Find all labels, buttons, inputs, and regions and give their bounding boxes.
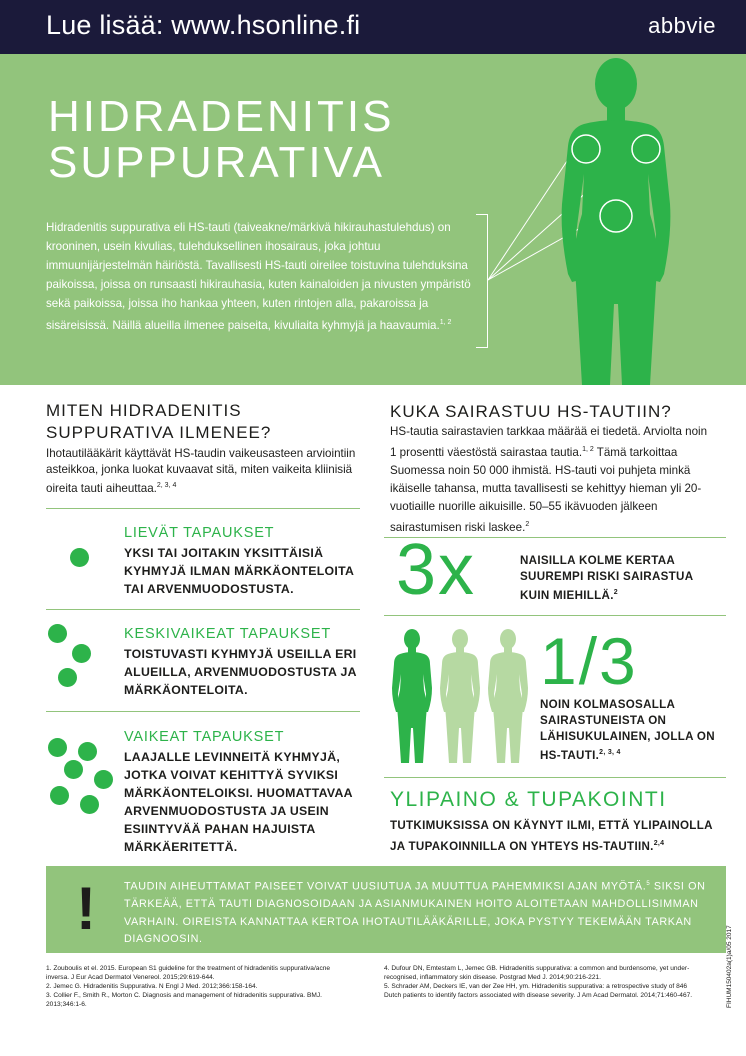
- reference-item: 4. Dufour DN, Emtestam L, Jemec GB. Hidradenitis suppurativa: a common and burdensome, yet under-recognised, inflammatory skin disease. Postgrad Med J. 2014;90:216-221.: [384, 965, 690, 981]
- title-line-2: SUPPURATIVA: [48, 138, 385, 187]
- who-gets-title: KUKA SAIRASTUU HS-TAUTIIN?: [390, 402, 672, 421]
- reference-item: 5. Schrader AM, Deckers IE, van der Zee HH, ym. Hidradenitis suppurativa: a retrospective study of 846 Dutch patients to identify factors associated with disease severity. J Am Acad Dermatol. 2014;71:460-467.: [384, 983, 693, 999]
- abbvie-logo: abbvie: [648, 13, 716, 38]
- reference-item: 2. Jemec G. Hidradenitis Suppurativa. N Engl J Med. 2012;366:158-164.: [46, 983, 258, 990]
- divider: [46, 508, 360, 509]
- women-risk-text: NAISILLA KOLME KERTAA SUUREMPI RISKI SAIRASTUA KUIN MIEHILLÄ.$^2$: [520, 554, 693, 602]
- people-figures-icon: [390, 628, 540, 768]
- divider: [46, 609, 360, 610]
- divider: [46, 711, 360, 712]
- mild-case-title: LIEVÄT TAPAUKSET: [124, 525, 275, 541]
- women-risk-stat: 3x: [396, 530, 477, 610]
- page-title: [48, 94, 394, 186]
- website-link[interactable]: Lue lisää: www.hsonline.fi: [46, 10, 361, 40]
- divider: [384, 777, 726, 778]
- hero-banner: [0, 54, 746, 385]
- reference-item: 1. Zouboulis et el. 2015. European S1 guideline for the treatment of hidradenitis suppurativa/acne inversa. J Eur Acad Dermatol Venereol. 2015;29:619-644.: [46, 965, 331, 981]
- title-line-1: HIDRADENITIS: [48, 92, 395, 141]
- risk-factors-text: TUTKIMUKSISSA ON KÄYNYT ILMI, ETTÄ YLIPAINOLLA JA TUPAKOINNILLA ON YHTEYS HS-TAUTIIN.$^{2,4}$: [390, 819, 713, 853]
- divider: [384, 615, 726, 616]
- intro-text: Hidradenitis suppurativa eli HS-tauti (taiveakne/märkivä hikirauhastulehdus) on krooninen, usein kivulias, tulehduksellinen ihosairaus, joka johtuu immuunijärjestelmän häiriöstä. Tavallisesti HS-tauti oireilee toistuvina tulehduksina paikoissa, joissa on runsaasti hikirauhasia, kuten kainaloiden ja nivusten ympäristö sekä paikoissa, joissa iho hankaa yhteen, kuten rintojen alla, pakaroissa ja sisäreisissä. Näillä alueilla ilmenee paiseita, kivuliaita kyhmyjä ja haavaumia.$^{1, 2}$: [46, 221, 471, 332]
- severity-section-title: MITEN HIDRADENITIS SUPPURATIVA ILMENEE?: [46, 401, 272, 442]
- mild-case-text: YKSI TAI JOITAKIN YKSITTÄISIÄ KYHMYJÄ ILMAN MÄRKÄONTELOITA TAI ARVENMUODOSTUSTA.: [124, 546, 354, 596]
- references-left: [46, 964, 346, 1009]
- exclamation-icon: !: [76, 875, 96, 942]
- document-code: FIHUM150402a(1)a/05 2017: [726, 925, 733, 1008]
- severity-intro-text: Ihotautilääkärit käyttävät HS-taudin vaikeusasteen arviointiin asteikkoa, jonka luokat kuvaavat sitä, miten vaikeita kliinisiä oireita tauti aiheuttaa.$^{2, 3, 4}$: [46, 447, 356, 495]
- reference-item: 3. Collier F., Smith R., Morton C. Diagnosis and management of hidradenitis suppurativa. BMJ. 2013;346:1-6.: [46, 992, 322, 1008]
- family-stat-text: NOIN KOLMASOSALLA SAIRASTUNEISTA ON LÄHISUKULAINEN, JOLLA ON HS-TAUTI.$^{2, 3, 4}$: [540, 698, 715, 762]
- female-body-figure-icon: [480, 54, 746, 385]
- risk-factors-title: YLIPAINO & TUPAKOINTI: [390, 788, 667, 811]
- severe-case-text: LAAJALLE LEVINNEITÄ KYHMYJÄ, JOTKA VOIVAT KEHITTYÄ SYVIKSI MÄRKÄONTELOIKSI. HUOMATTAVAA ARVENMUODOSTUSTA JA USEIN ESIINTYVÄÄ PAHAN HAJUISTA MÄRKÄERITETTÄ.: [124, 750, 353, 854]
- warning-text: TAUDIN AIHEUTTAMAT PAISEET VOIVAT UUSIUTUA JA MUUTTUA PAHEMMIKSI AJAN MYÖTÄ.$^5$ SIKSI ON TÄRKEÄÄ, ETTÄ TAUTI DIAGNOSOIDAAN JA ASIANMUKAINEN HOITO ALOITETAAN MAHDOLLISIMMAN VARHAIN. OIREISTA KANNATTAA KERTOA IHOTAUTILÄÄKÄRILLE, JOKA PYSTYY TEKEMÄÄN TARKAN DIAGNOOSIN.: [124, 880, 706, 946]
- severe-case-title: VAIKEAT TAPAUKSET: [124, 729, 285, 745]
- family-stat: 1/3: [540, 624, 638, 698]
- who-gets-text: HS-tautia sairastavien tarkkaa määrää ei tiedetä. Arviolta noin 1 prosentti väestöstä sairastaa tautia.$^{1, 2}$ Tämä tarkoittaa Suomessa noin 50 000 ihmistä. HS-tauti voi puhjeta minkä ikäiselle tahansa, mutta tavallisesti se kehittyy hieman yli 20-vuotiaille nuorille aikuisille. 50–55 ikävuoden jälkeen sairastumisen riski laskee.$^2$: [390, 425, 708, 534]
- top-bar: [0, 0, 746, 54]
- moderate-case-text: TOISTUVASTI KYHMYJÄ USEILLA ERI ALUEILLA, ARVENMUODOSTUSTA JA MÄRKÄONTELOITA.: [124, 647, 357, 697]
- references-right: [384, 964, 704, 1000]
- warning-box: [46, 866, 726, 953]
- moderate-case-title: KESKIVAIKEAT TAPAUKSET: [124, 626, 331, 642]
